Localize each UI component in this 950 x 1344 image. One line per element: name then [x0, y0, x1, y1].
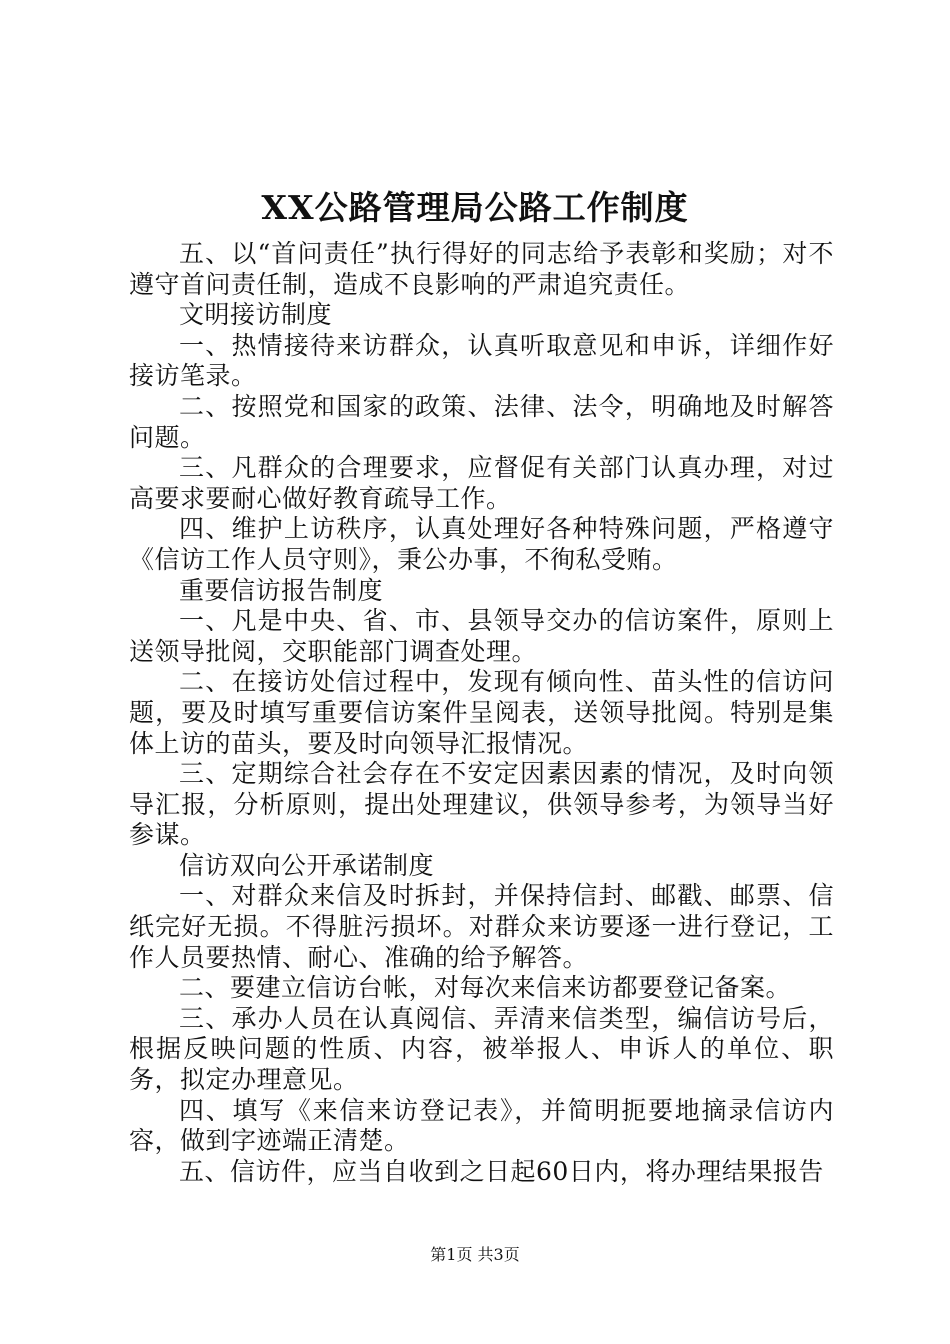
page-footer: 第1页 共3页: [430, 1245, 520, 1264]
paragraph-open-commitment-3: 三、承办人员在认真阅信、弄清来信类型，编信访号后，根据反映问题的性质、内容，被举报人、申诉人的单位、职务，拟定办理意见。: [129, 1003, 834, 1095]
paragraph-civil-reception-1: 一、热情接待来访群众，认真听取意见和申诉，详细作好接访笔录。: [129, 330, 834, 391]
paragraph-open-commitment-2: 二、要建立信访台帐，对每次来信来访都要登记备案。: [179, 973, 792, 1003]
paragraph-open-commitment-1: 一、对群众来信及时拆封，并保持信封、邮戳、邮票、信纸完好无损。不得脏污损坏。对群众来访要逐一进行登记，工作人员要热情、耐心、准确的给予解答。: [129, 881, 834, 972]
paragraph-civil-reception-2: 二、按照党和国家的政策、法律、法令，明确地及时解答问题。: [129, 391, 834, 452]
section-heading-important-report: 重要信访报告制度: [179, 575, 384, 605]
paragraph-civil-reception-3: 三、凡群众的合理要求，应督促有关部门认真办理，对过高要求要耐心做好教育疏导工作。: [129, 453, 834, 513]
paragraph-important-report-1: 一、凡是中央、省、市、县领导交办的信访案件，原则上送领导批阅，交职能部门调查处理。: [129, 606, 834, 666]
paragraph-open-commitment-5: 五、信访件，应当自收到之日起60日内，将办理结果报告: [179, 1156, 824, 1186]
paragraph-open-commitment-4: 四、填写《来信来访登记表》，并简明扼要地摘录信访内容，做到字迹端正清楚。: [129, 1095, 834, 1156]
paragraph-first-responsibility-reward: 五、以“首问责任”执行得好的同志给予表彰和奖励；对不遵守首问责任制，造成不良影响的严肃追究责任。: [129, 239, 834, 299]
document-title: XX公路管理局公路工作制度: [261, 188, 689, 227]
paragraph-important-report-2: 二、在接访处信过程中，发现有倾向性、苗头性的信访问题，要及时填写重要信访案件呈阅表，送领导批阅。特别是集体上访的苗头，要及时向领导汇报情况。: [129, 667, 834, 758]
document-body: [129, 239, 834, 1187]
paragraph-important-report-3: 三、定期综合社会存在不安定因素因素的情况，及时向领导汇报，分析原则，提出处理建议，供领导参考，为领导当好参谋。: [129, 759, 834, 850]
section-heading-open-commitment: 信访双向公开承诺制度: [179, 850, 435, 880]
paragraph-civil-reception-4: 四、维护上访秩序，认真处理好各种特殊问题，严格遵守《信访工作人员守则》，秉公办事，不徇私受贿。: [129, 514, 834, 574]
section-heading-civil-reception: 文明接访制度: [179, 300, 333, 330]
